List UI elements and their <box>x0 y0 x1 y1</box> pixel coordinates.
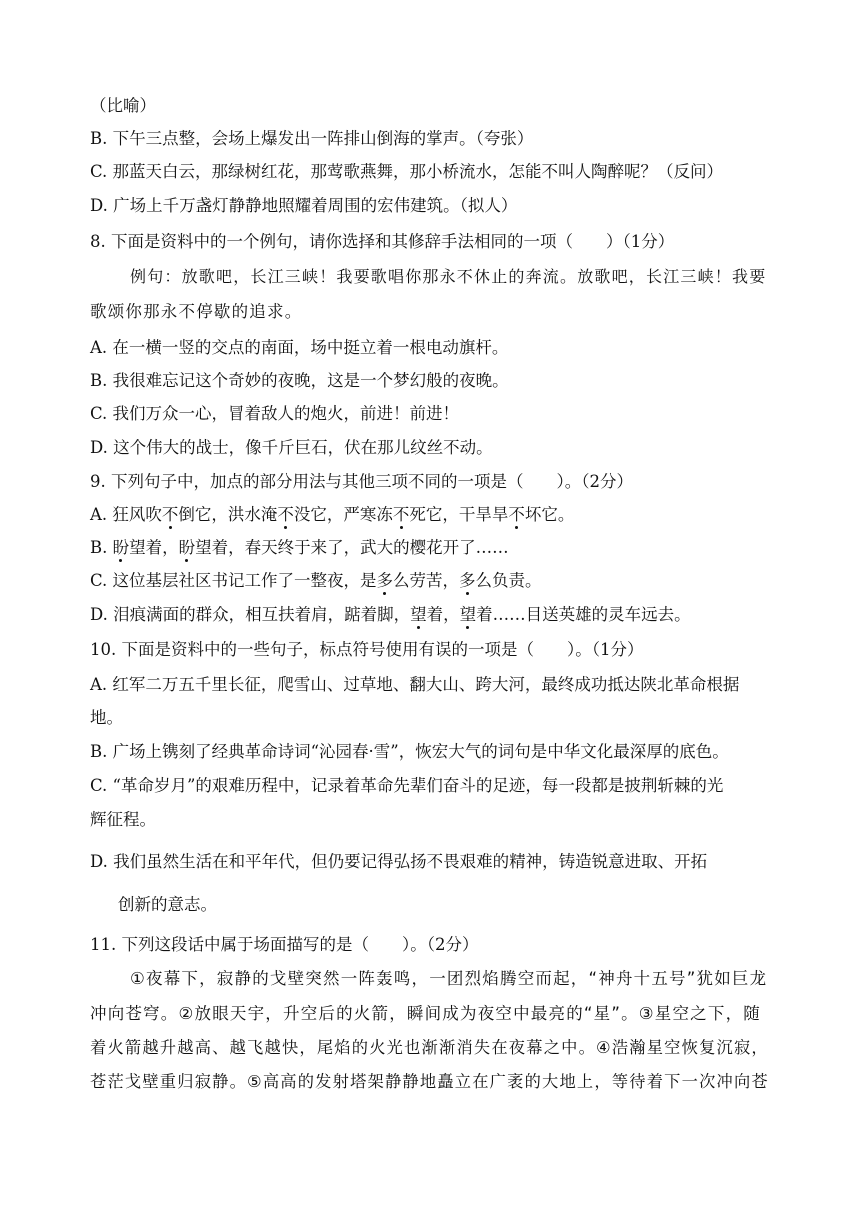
q8-option-b: B. 我很难忘记这个奇妙的夜晚，这是一个梦幻般的夜晚。 <box>90 371 509 390</box>
q11-passage-line-1: ①夜幕下，寂静的戈壁突然一阵轰鸣，一团烈焰腾空而起，“神舟十五号”犹如巨龙 <box>130 969 768 988</box>
q8-example-line-1: 例句：放歌吧，长江三峡！我要歌唱你那永不休止的奔流。放歌吧，长江三峡！我要 <box>130 267 767 286</box>
q10-option-c-line-1: C. “革命岁月”的艰难历程中，记录着革命先辈们奋斗的足迹，每一段都是披荆斩棘的光 <box>90 776 724 795</box>
q10-option-d-line-2: 创新的意志。 <box>118 895 217 914</box>
dotted-char: 多 <box>376 571 394 590</box>
text-segment: 望着， <box>129 538 179 557</box>
q9-option-a <box>90 504 772 526</box>
text-segment: 没它，严寒冻 <box>293 505 393 524</box>
dotted-char: 望 <box>459 605 477 624</box>
dotted-char: 不 <box>277 505 294 524</box>
q8-option-d: D. 这个伟大的战士，像千斤巨石，伏在那儿纹丝不动。 <box>90 438 493 457</box>
text-segment: 么负责。 <box>475 571 542 590</box>
q11-passage-line-4: 苍茫戈壁重归寂静。⑤高高的发射塔架静静地矗立在广袤的大地上，等待着下一次冲向苍 <box>90 1072 769 1091</box>
dotted-char: 望 <box>410 605 427 624</box>
q11-passage-line-3: 着火箭越升越高、越飞越快，尾焰的火光也渐渐消失在夜幕之中。④浩瀚星空恢复沉寂， <box>90 1038 769 1057</box>
q10-option-a-line-1: A. 红军二万五千里长征，爬雪山、过草地、翻大山、跨大河，最终成功抵达陕北革命根据 <box>90 675 740 694</box>
dotted-char: 不 <box>508 505 525 524</box>
q9-option-c <box>90 570 772 592</box>
dotted-char: 不 <box>392 505 410 524</box>
option-d: D. 广场上千万盏灯静静地照耀着周围的宏伟建筑。（拟人） <box>90 196 518 215</box>
question-10: 10. 下面是资料中的一些句子，标点符号使用有误的一项是（ ）。（1分） <box>90 640 644 659</box>
text-segment: D. 泪痕满面的群众，相互扶着肩，踮着脚， <box>90 605 411 624</box>
text-segment: 么劳苦， <box>393 571 460 590</box>
text-segment: 着， <box>426 605 460 624</box>
question-11: 11. 下列这段话中属于场面描写的是（ ）。（2分） <box>90 935 479 954</box>
q10-option-b: B. 广场上镌刻了经典革命诗词“沁园春·雪”，恢宏大气的词句是中华文化最深厚的底色。 <box>90 742 729 761</box>
q8-option-a: A. 在一横一竖的交点的南面，场中挺立着一根电动旗杆。 <box>90 338 509 357</box>
dotted-char: 不 <box>161 505 179 524</box>
text-segment: A. 狂风吹 <box>90 505 162 524</box>
option-letter: B. <box>90 538 113 557</box>
dotted-char: 盼 <box>112 538 130 557</box>
q8-example-line-2: 歌颂你那永不停歇的追求。 <box>90 302 303 321</box>
q10-option-c-line-2: 辉征程。 <box>90 810 156 829</box>
option-b: B. 下午三点整，会场上爆发出一阵排山倒海的掌声。（夸张） <box>90 129 534 148</box>
text-segment: 倒它，洪水淹 <box>178 505 278 524</box>
q9-option-d <box>90 604 772 626</box>
question-8: 8. 下面是资料中的一个例句，请你选择和其修辞手法相同的一项（ ）（1分） <box>90 232 675 251</box>
text-segment: 死它，干旱旱 <box>409 505 509 524</box>
text-segment: C. 这位基层社区书记工作了一整夜，是 <box>90 571 377 590</box>
question-9: 9. 下列句子中，加点的部分用法与其他三项不同的一项是（ ）。（2分） <box>90 472 633 491</box>
q10-option-d-line-1: D. 我们虽然生活在和平年代，但仍要记得弘扬不畏艰难的精神，铸造锐意进取、开拓 <box>90 852 708 871</box>
q9-option-b <box>90 537 772 559</box>
dotted-char: 多 <box>459 571 476 590</box>
option-c: C. 那蓝天白云，那绿树红花，那莺歌燕舞，那小桥流水，怎能不叫人陶醉呢？（反问） <box>90 162 724 181</box>
q11-passage-line-2: 冲向苍穹。②放眼天宇，升空后的火箭，瞬间成为夜空中最亮的“星”。③星空之下，随 <box>90 1004 761 1023</box>
q10-option-a-line-2: 地。 <box>90 708 123 727</box>
q8-option-c: C. 我们万众一心，冒着敌人的炮火，前进！前进！ <box>90 404 460 423</box>
option-a-tail: （比喻） <box>90 96 156 115</box>
text-segment: 坏它。 <box>524 505 575 524</box>
text-segment: 望着，春天终于来了，武大的樱花开了…… <box>195 538 509 557</box>
dotted-char: 盼 <box>178 538 196 557</box>
text-segment: 着……目送英雄的灵车远去。 <box>476 605 691 624</box>
